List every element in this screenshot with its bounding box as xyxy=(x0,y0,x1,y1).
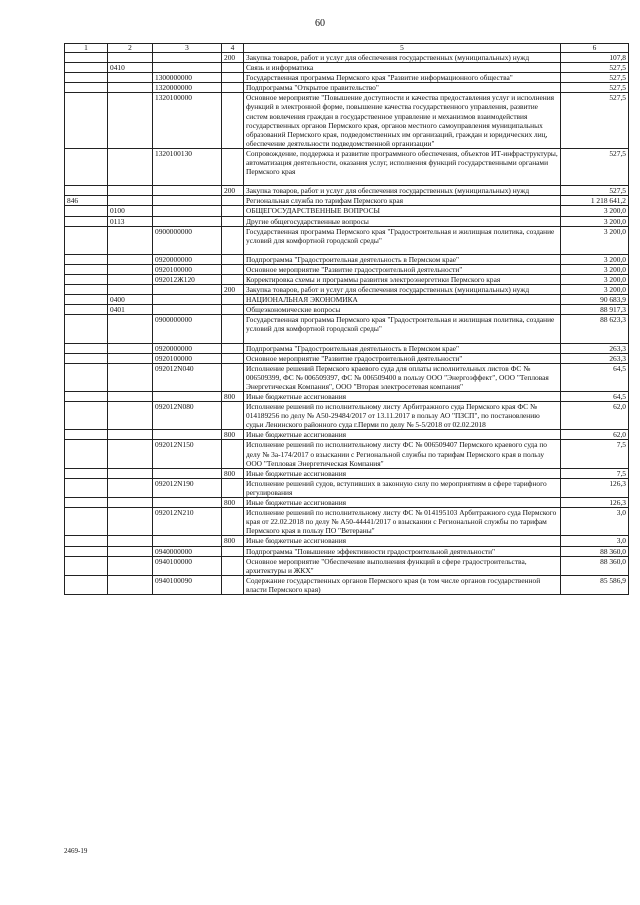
description-cell: Подпрограмма "Открытое правительство" xyxy=(244,83,561,93)
section-code-cell xyxy=(108,264,153,274)
department-code-cell xyxy=(65,254,108,264)
target-article-cell xyxy=(153,186,222,196)
section-code-cell xyxy=(108,343,153,353)
description-cell: Государственная программа Пермского края "Градостроительная и жилищная политика, создание условий для комфортной городской среды" xyxy=(244,226,561,254)
section-code-cell xyxy=(108,392,153,402)
expense-type-cell xyxy=(222,206,244,216)
description-cell: Основное мероприятие "Развитие градостроительной деятельности" xyxy=(244,353,561,363)
table-row xyxy=(65,206,629,216)
section-code-cell xyxy=(108,468,153,478)
expense-type-cell xyxy=(222,440,244,468)
description-cell: Государственная программа Пермского края "Градостроительная и жилищная политика, создание условий для комфортной городской среды" xyxy=(244,315,561,343)
section-code-cell xyxy=(108,226,153,254)
target-article-cell: 1300000000 xyxy=(153,73,222,83)
expense-type-cell: 800 xyxy=(222,430,244,440)
department-code-cell xyxy=(65,536,108,546)
table-row xyxy=(65,196,629,206)
amount-cell: 527,5 xyxy=(561,83,629,93)
amount-cell: 85 586,9 xyxy=(561,575,629,594)
target-article-cell: 0920000000 xyxy=(153,254,222,264)
table-row xyxy=(65,73,629,83)
table-row xyxy=(65,392,629,402)
amount-cell: 64,5 xyxy=(561,363,629,391)
department-code-cell xyxy=(65,353,108,363)
department-code-cell: 846 xyxy=(65,196,108,206)
department-code-cell xyxy=(65,498,108,508)
table-row xyxy=(65,63,629,73)
description-cell: Другие общегосударственные вопросы xyxy=(244,216,561,226)
description-cell: Региональная служба по тарифам Пермского края xyxy=(244,196,561,206)
target-article-cell: 1320100130 xyxy=(153,148,222,185)
expense-type-cell: 800 xyxy=(222,468,244,478)
department-code-cell xyxy=(65,430,108,440)
description-cell: Содержание государственных органов Пермского края (в том числе органов государственной власти Пермского края) xyxy=(244,575,561,594)
table-row xyxy=(65,264,629,274)
expense-type-cell xyxy=(222,196,244,206)
department-code-cell xyxy=(65,315,108,343)
expense-type-cell xyxy=(222,363,244,391)
table-row xyxy=(65,575,629,594)
description-cell: Иные бюджетные ассигнования xyxy=(244,536,561,546)
amount-cell: 527,5 xyxy=(561,148,629,185)
section-code-cell: 0401 xyxy=(108,305,153,315)
target-article-cell xyxy=(153,430,222,440)
description-cell: Исполнение решений по исполнительному листу ФС № 006509407 Пермского краевого суда по делу № 3а-174/2017 о взыскании с Региональной службы по тарифам Пермского края в пользу ООО "Тепловая Энергетическая Компания" xyxy=(244,440,561,468)
department-code-cell xyxy=(65,148,108,185)
amount-cell: 1 218 641,2 xyxy=(561,196,629,206)
amount-cell: 64,5 xyxy=(561,392,629,402)
target-article-cell xyxy=(153,53,222,63)
section-code-cell xyxy=(108,363,153,391)
section-code-cell xyxy=(108,93,153,149)
table-row xyxy=(65,216,629,226)
section-code-cell xyxy=(108,254,153,264)
amount-cell: 88 360,0 xyxy=(561,556,629,575)
table-row xyxy=(65,274,629,284)
expense-type-cell: 800 xyxy=(222,392,244,402)
table-row xyxy=(65,498,629,508)
expense-type-cell xyxy=(222,73,244,83)
target-article-cell: 1320000000 xyxy=(153,83,222,93)
target-article-cell: 092012N190 xyxy=(153,478,222,497)
department-code-cell xyxy=(65,226,108,254)
amount-cell: 3 200,0 xyxy=(561,274,629,284)
table-row xyxy=(65,83,629,93)
table-row xyxy=(65,402,629,430)
amount-cell: 527,5 xyxy=(561,63,629,73)
target-article-cell: 0920100000 xyxy=(153,353,222,363)
section-code-cell xyxy=(108,53,153,63)
department-code-cell xyxy=(65,285,108,295)
table-row xyxy=(65,254,629,264)
expense-type-cell xyxy=(222,93,244,149)
amount-cell: 527,5 xyxy=(561,93,629,149)
expense-type-cell xyxy=(222,264,244,274)
amount-cell: 3 200,0 xyxy=(561,254,629,264)
table-row xyxy=(65,305,629,315)
table-row xyxy=(65,546,629,556)
amount-cell: 3 200,0 xyxy=(561,264,629,274)
expense-type-cell xyxy=(222,575,244,594)
section-code-cell xyxy=(108,478,153,497)
expense-type-cell xyxy=(222,226,244,254)
expense-type-cell xyxy=(222,83,244,93)
target-article-cell: 092012N210 xyxy=(153,508,222,536)
description-cell: Закупка товаров, работ и услуг для обеспечения государственных (муниципальных) нужд xyxy=(244,285,561,295)
target-article-cell: 0940000000 xyxy=(153,546,222,556)
expense-type-cell: 200 xyxy=(222,186,244,196)
expense-type-cell xyxy=(222,556,244,575)
expense-type-cell xyxy=(222,343,244,353)
section-code-cell xyxy=(108,274,153,284)
expense-type-cell xyxy=(222,508,244,536)
department-code-cell xyxy=(65,343,108,353)
description-cell: Закупка товаров, работ и услуг для обеспечения государственных (муниципальных) нужд xyxy=(244,53,561,63)
target-article-cell xyxy=(153,63,222,73)
target-article-cell: 092012Ж120 xyxy=(153,274,222,284)
department-code-cell xyxy=(65,295,108,305)
section-code-cell xyxy=(108,575,153,594)
department-code-cell xyxy=(65,274,108,284)
amount-cell: 107,8 xyxy=(561,53,629,63)
table-row xyxy=(65,353,629,363)
section-code-cell xyxy=(108,430,153,440)
expense-type-cell xyxy=(222,148,244,185)
description-cell: Подпрограмма "Повышение эффективности градостроительной деятельности" xyxy=(244,546,561,556)
expense-type-cell xyxy=(222,305,244,315)
department-code-cell xyxy=(65,216,108,226)
expense-type-cell xyxy=(222,402,244,430)
department-code-cell xyxy=(65,206,108,216)
department-code-cell xyxy=(65,402,108,430)
department-code-cell xyxy=(65,478,108,497)
section-code-cell xyxy=(108,73,153,83)
amount-cell: 3,0 xyxy=(561,508,629,536)
target-article-cell: 0940100000 xyxy=(153,556,222,575)
description-cell: Основное мероприятие "Повышение доступности и качества предоставления услуг и исполнения функций в электронной форме, повышение качества государственного управления, развитие систем вовлечения граждан в государственное управление и механизмов взаимодействия государственных органов Пермского края, органов местного самоуправления муниципальных образований Пермского края, подведомственных им организаций, граждан и юридических лиц, обеспечение деятельности подведомственной организации" xyxy=(244,93,561,149)
table-row xyxy=(65,556,629,575)
amount-cell: 263,3 xyxy=(561,353,629,363)
amount-cell: 88 360,0 xyxy=(561,546,629,556)
amount-cell: 62,0 xyxy=(561,430,629,440)
table-row xyxy=(65,430,629,440)
expense-type-cell xyxy=(222,353,244,363)
department-code-cell xyxy=(65,508,108,536)
section-code-cell: 0400 xyxy=(108,295,153,305)
section-code-cell xyxy=(108,186,153,196)
department-code-cell xyxy=(65,73,108,83)
department-code-cell xyxy=(65,575,108,594)
budget-table xyxy=(64,43,629,595)
table-row xyxy=(65,508,629,536)
description-cell: Иные бюджетные ассигнования xyxy=(244,468,561,478)
description-cell: Иные бюджетные ассигнования xyxy=(244,498,561,508)
description-cell: Исполнение решений по исполнительному листу Арбитражного суда Пермского края ФС № 014189256 по делу № А50-29484/2017 от 13.11.2017 в пользу АО "ПЗСП", по постановлению судьи Ленинского районного суда г.Перми по делу № 5-5/2018 от 02.02.2018 xyxy=(244,402,561,430)
target-article-cell xyxy=(153,305,222,315)
description-cell: Сопровождение, поддержка и развитие программного обеспечения, объектов ИТ-инфраструктуры, автоматизация деятельности, оказания услуг, исполнения функций государственными органами Пермского края xyxy=(244,148,561,185)
expense-type-cell xyxy=(222,63,244,73)
amount-cell: 88 917,3 xyxy=(561,305,629,315)
amount-cell: 3 200,0 xyxy=(561,226,629,254)
expense-type-cell xyxy=(222,274,244,284)
description-cell: ОБЩЕГОСУДАРСТВЕННЫЕ ВОПРОСЫ xyxy=(244,206,561,216)
amount-cell: 126,3 xyxy=(561,478,629,497)
column-number: 1 xyxy=(65,44,108,53)
section-code-cell xyxy=(108,498,153,508)
section-code-cell xyxy=(108,196,153,206)
description-cell: Подпрограмма "Градостроительная деятельность в Пермском крае" xyxy=(244,254,561,264)
target-article-cell xyxy=(153,295,222,305)
section-code-cell xyxy=(108,440,153,468)
section-code-cell: 0113 xyxy=(108,216,153,226)
target-article-cell xyxy=(153,498,222,508)
table-row xyxy=(65,478,629,497)
target-article-cell: 092012N040 xyxy=(153,363,222,391)
description-cell: Основное мероприятие "Обеспечение выполнения функций в сфере градостроительства, архитектуры и ЖКХ" xyxy=(244,556,561,575)
department-code-cell xyxy=(65,363,108,391)
description-cell: Исполнение решений Пермского краевого суда для оплаты исполнительных листов ФС № 006509399, ФС № 006509397, ФС № 006509400 в пользу ООО "Энергоэффект", ООО "Тепловая Энергетическая Компания", ООО "Вторая электросетевая компания" xyxy=(244,363,561,391)
description-cell: Общеэкономические вопросы xyxy=(244,305,561,315)
description-cell: Государственная программа Пермского края "Развитие информационного общества" xyxy=(244,73,561,83)
amount-cell: 263,3 xyxy=(561,343,629,353)
expense-type-cell xyxy=(222,216,244,226)
amount-cell: 3 200,0 xyxy=(561,216,629,226)
table-row xyxy=(65,226,629,254)
description-cell: Иные бюджетные ассигнования xyxy=(244,392,561,402)
description-cell: Связь и информатика xyxy=(244,63,561,73)
target-article-cell xyxy=(153,468,222,478)
table-row xyxy=(65,285,629,295)
expense-type-cell: 800 xyxy=(222,498,244,508)
section-code-cell xyxy=(108,315,153,343)
department-code-cell xyxy=(65,63,108,73)
table-row xyxy=(65,295,629,305)
department-code-cell xyxy=(65,392,108,402)
amount-cell: 88 623,3 xyxy=(561,315,629,343)
column-number: 3 xyxy=(153,44,222,53)
section-code-cell xyxy=(108,285,153,295)
amount-cell: 3 200,0 xyxy=(561,206,629,216)
amount-cell: 3,0 xyxy=(561,536,629,546)
expense-type-cell: 200 xyxy=(222,53,244,63)
table-row xyxy=(65,440,629,468)
amount-cell: 3 200,0 xyxy=(561,285,629,295)
target-article-cell: 0900000000 xyxy=(153,315,222,343)
table-row xyxy=(65,186,629,196)
description-cell: Исполнение решений судов, вступивших в законную силу по мероприятиям в сфере тарифного регулирования xyxy=(244,478,561,497)
target-article-cell: 092012N080 xyxy=(153,402,222,430)
target-article-cell: 1320100000 xyxy=(153,93,222,149)
column-number: 2 xyxy=(108,44,153,53)
amount-cell: 62,0 xyxy=(561,402,629,430)
target-article-cell xyxy=(153,285,222,295)
expense-type-cell xyxy=(222,295,244,305)
amount-cell: 7,5 xyxy=(561,468,629,478)
section-code-cell xyxy=(108,536,153,546)
expense-type-cell: 800 xyxy=(222,536,244,546)
section-code-cell: 0100 xyxy=(108,206,153,216)
table-row xyxy=(65,93,629,149)
target-article-cell xyxy=(153,392,222,402)
department-code-cell xyxy=(65,440,108,468)
description-cell: Исполнение решений по исполнительному листу ФС № 014195103 Арбитражного суда Пермского края от 22.02.2018 по делу № А50-44441/2017 о взыскании с Региональной службы по тарифам Пермского края в пользу ПО "Ветераны" xyxy=(244,508,561,536)
column-number: 5 xyxy=(244,44,561,53)
section-code-cell: 0410 xyxy=(108,63,153,73)
description-cell: Закупка товаров, работ и услуг для обеспечения государственных (муниципальных) нужд xyxy=(244,186,561,196)
table-row xyxy=(65,363,629,391)
section-code-cell xyxy=(108,402,153,430)
department-code-cell xyxy=(65,83,108,93)
expense-type-cell xyxy=(222,546,244,556)
department-code-cell xyxy=(65,264,108,274)
expense-type-cell xyxy=(222,254,244,264)
description-cell: Корректировка схемы и программы развития электроэнергетики Пермского края xyxy=(244,274,561,284)
department-code-cell xyxy=(65,546,108,556)
table-row xyxy=(65,148,629,185)
amount-cell: 126,3 xyxy=(561,498,629,508)
expense-type-cell xyxy=(222,315,244,343)
table-row xyxy=(65,536,629,546)
amount-cell: 7,5 xyxy=(561,440,629,468)
target-article-cell: 0920100000 xyxy=(153,264,222,274)
column-number: 6 xyxy=(561,44,629,53)
table-row xyxy=(65,315,629,343)
document-code: 2469-19 xyxy=(64,847,88,855)
target-article-cell xyxy=(153,196,222,206)
amount-cell: 527,5 xyxy=(561,186,629,196)
target-article-cell: 0900000000 xyxy=(153,226,222,254)
table-row xyxy=(65,468,629,478)
department-code-cell xyxy=(65,53,108,63)
target-article-cell: 092012N150 xyxy=(153,440,222,468)
target-article-cell: 0920000000 xyxy=(153,343,222,353)
department-code-cell xyxy=(65,556,108,575)
column-number: 4 xyxy=(222,44,244,53)
description-cell: Иные бюджетные ассигнования xyxy=(244,430,561,440)
target-article-cell xyxy=(153,216,222,226)
department-code-cell xyxy=(65,93,108,149)
amount-cell: 90 683,9 xyxy=(561,295,629,305)
section-code-cell xyxy=(108,353,153,363)
column-number-row xyxy=(65,44,629,53)
expense-type-cell xyxy=(222,478,244,497)
target-article-cell xyxy=(153,206,222,216)
budget-table-body xyxy=(65,44,629,595)
target-article-cell: 0940100090 xyxy=(153,575,222,594)
section-code-cell xyxy=(108,546,153,556)
section-code-cell xyxy=(108,148,153,185)
description-cell: НАЦИОНАЛЬНАЯ ЭКОНОМИКА xyxy=(244,295,561,305)
target-article-cell xyxy=(153,536,222,546)
table-row xyxy=(65,343,629,353)
expense-type-cell: 200 xyxy=(222,285,244,295)
description-cell: Подпрограмма "Градостроительная деятельность в Пермском крае" xyxy=(244,343,561,353)
department-code-cell xyxy=(65,186,108,196)
department-code-cell xyxy=(65,305,108,315)
section-code-cell xyxy=(108,556,153,575)
department-code-cell xyxy=(65,468,108,478)
section-code-cell xyxy=(108,83,153,93)
amount-cell: 527,5 xyxy=(561,73,629,83)
page-number: 60 xyxy=(315,18,325,29)
description-cell: Основное мероприятие "Развитие градостроительной деятельности" xyxy=(244,264,561,274)
section-code-cell xyxy=(108,508,153,536)
table-row xyxy=(65,53,629,63)
